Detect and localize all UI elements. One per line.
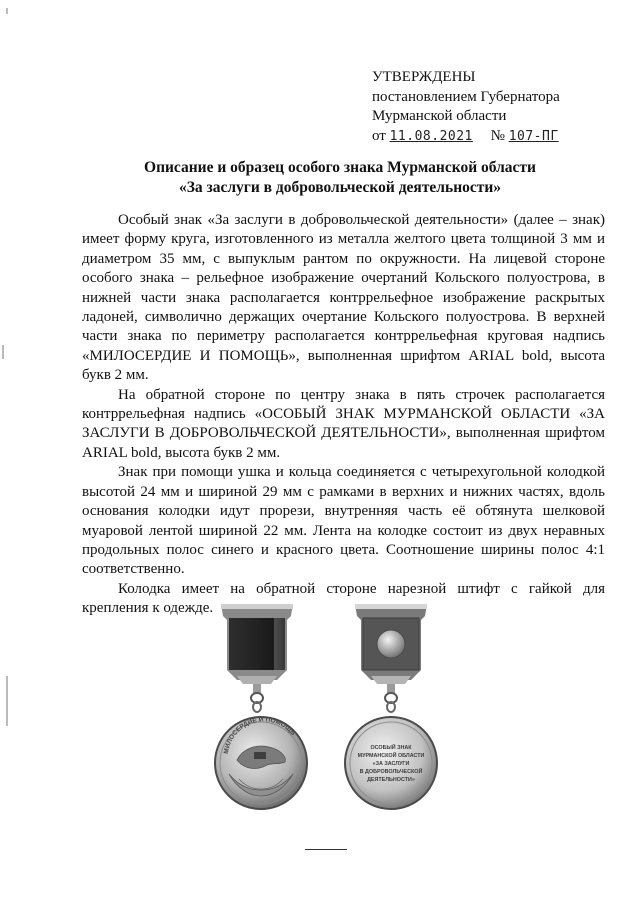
title-line-1: Описание и образец особого знака Мурманской области — [144, 159, 536, 176]
date-prefix: от — [372, 127, 386, 144]
back-inscription-line: «ЗА ЗАСЛУГИ — [372, 761, 410, 767]
scan-artifact — [6, 676, 8, 726]
back-inscription-line: В ДОБРОВОЛЬЧЕСКОЙ — [359, 769, 423, 775]
approval-heading: УТВЕРЖДЕНЫ — [372, 69, 476, 85]
back-inscription-line: ОСОБЫЙ ЗНАК — [370, 745, 412, 751]
decree-number: 107-ПГ — [508, 128, 559, 144]
medal-disc-front — [215, 716, 307, 809]
paragraph: Колодка имеет на обратной стороне нарезной штифт с гайкой для крепления к одежде. — [82, 580, 605, 617]
ribbon-block-back — [355, 604, 427, 684]
medal-back — [345, 604, 437, 809]
approval-line-2: Мурманской области — [372, 108, 507, 124]
decree-date: 11.08.2021 — [389, 128, 473, 144]
approval-line-1: постановлением Губернатора — [372, 88, 560, 105]
medal-front — [215, 604, 307, 809]
medal-loop-front — [251, 684, 263, 712]
paragraph: На обратной стороне по центру знака в пять строчек располагается контррельефная надпись «ОСОБЫЙ ЗНАК МУРМАНСКОЙ ОБЛАСТИ «ЗА ЗАСЛУГИ В ДОБРОВОЛЬЧЕСКОЙ ДЕЯТЕЛЬНОСТИ», выполненная шрифтом ARIAL bold, высота букв 2 мм. — [82, 386, 605, 461]
number-prefix: № — [490, 127, 505, 144]
medals-photo — [205, 598, 445, 838]
screw-nut — [377, 630, 405, 658]
scan-artifact — [6, 8, 8, 14]
document-body — [82, 211, 605, 619]
ribbon-block-front — [221, 604, 293, 684]
front-arc-textpath: МИЛОСЕРДИЕ И ПОМОЩЬ — [222, 716, 297, 755]
approval-block — [372, 68, 560, 146]
back-inscription-line: МУРМАНСКОЙ ОБЛАСТИ — [357, 753, 425, 759]
medal-disc-back — [345, 717, 437, 809]
paragraph: Особый знак «За заслуги в добровольческой деятельности» (далее – знак) имеет форму круга, изготовленного из металла желтого цвета толщиной 3 мм и диаметром 35 мм, с выпуклым рантом по окружности. На лицевой стороне особого знака – рельефное изображение очертаний Кольского полуострова, в нижней части знака располагается контррельефное изображение раскрытых ладоней, символично держащих очертание Кольского полуострова. В верхней части знака по периметру располагается контррельефная круговая надпись «МИЛОСЕРДИЕ И ПОМОЩЬ», выполненная шрифтом ARIAL bold, высота букв 2 мм. — [82, 212, 605, 384]
medal-loop-back — [385, 684, 397, 712]
back-inscription-line: ДЕЯТЕЛЬНОСТИ» — [367, 777, 415, 783]
paragraph: Знак при помощи ушка и кольца соединяется с четырехугольной колодкой высотой 24 мм и шириной 29 мм с рамками в верхних и нижних частях, вдоль основания колодки идут прорези, внутренняя часть её обтянута шелковой муаровой лентой шириной 22 мм. Лента на колодке состоит из двух неравных продольных полос синего и красного цвета. Соотношение ширины полос 4:1 соответственно. — [82, 464, 605, 578]
scan-artifact — [2, 345, 4, 359]
title-line-2: «За заслуги в добровольческой деятельности» — [178, 179, 502, 196]
footer-divider — [305, 849, 347, 850]
approval-date-line — [372, 127, 560, 147]
document-title — [60, 158, 620, 198]
